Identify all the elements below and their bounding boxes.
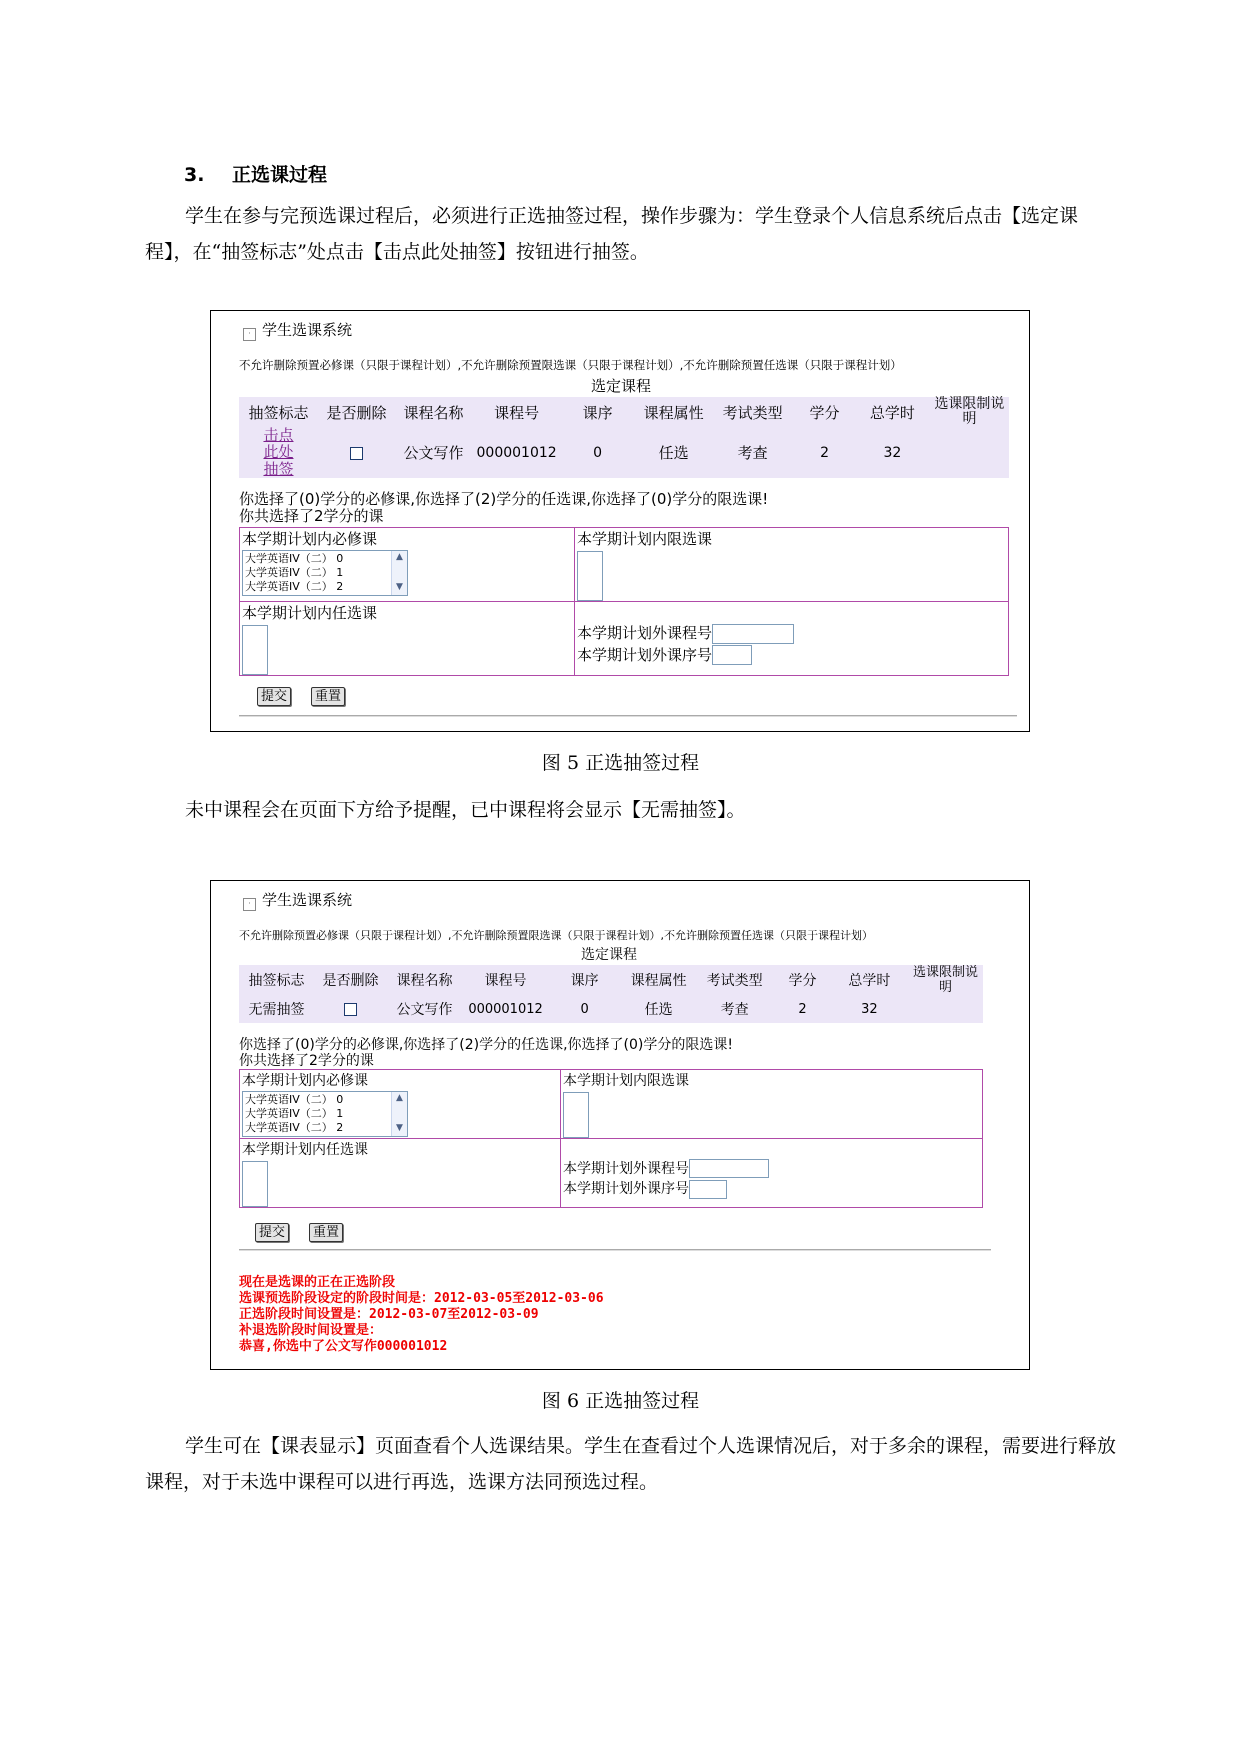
elective-label: 本学期计划内任选课 bbox=[242, 1142, 368, 1158]
elective-cell bbox=[240, 1139, 561, 1208]
outside-course-no-input[interactable] bbox=[712, 624, 794, 644]
header-exam: 考试类型 bbox=[722, 403, 783, 422]
header-course-no: 课程号 bbox=[484, 973, 527, 989]
draw-lottery-link[interactable]: 击点此处抽签 bbox=[263, 426, 294, 478]
course-selection-form bbox=[239, 1069, 983, 1208]
divider bbox=[239, 715, 1017, 717]
required-cell bbox=[240, 528, 575, 602]
system-title-row bbox=[243, 889, 352, 911]
required-course-list[interactable] bbox=[242, 550, 408, 596]
header-limit: 选课限制说明 bbox=[912, 965, 978, 995]
elective-label: 本学期计划内任选课 bbox=[242, 604, 378, 622]
outside-seq-row bbox=[563, 1178, 980, 1199]
required-course-list[interactable] bbox=[242, 1091, 408, 1137]
system-title: 学生选课系统 bbox=[262, 321, 353, 339]
limit-cell bbox=[928, 427, 1009, 478]
limited-course-list[interactable] bbox=[563, 1092, 589, 1138]
limit-cell bbox=[906, 995, 983, 1023]
header-limit: 选课限制说明 bbox=[934, 396, 1005, 427]
reset-button[interactable]: 重置 bbox=[309, 1223, 343, 1242]
hours-cell: 32 bbox=[861, 1001, 878, 1017]
credit-summary bbox=[239, 1037, 733, 1069]
course-no-cell: 000001012 bbox=[468, 1001, 543, 1017]
submit-button[interactable]: 提交 bbox=[257, 687, 291, 706]
outside-no-row bbox=[563, 1158, 980, 1179]
exam-cell: 考查 bbox=[737, 444, 768, 462]
limited-cell bbox=[575, 528, 1009, 602]
scroll-up-icon[interactable]: ▲ bbox=[396, 1093, 403, 1103]
delete-checkbox[interactable] bbox=[350, 447, 363, 460]
credit-cell: 2 bbox=[820, 444, 830, 461]
draw-flag-cell bbox=[239, 427, 318, 478]
table-header-row bbox=[239, 397, 1009, 427]
notice-line: 恭喜,你选中了公文写作000001012 bbox=[239, 1339, 448, 1354]
header-draw-flag: 抽签标志 bbox=[248, 403, 309, 422]
header-hours: 总学时 bbox=[869, 403, 915, 422]
figure-6-screenshot bbox=[210, 880, 1030, 1370]
outside-plan-cell bbox=[575, 602, 1009, 676]
list-item[interactable]: 大学英语IV（二） 0 bbox=[245, 1093, 344, 1106]
outside-course-no-input[interactable] bbox=[689, 1159, 769, 1178]
section-heading bbox=[184, 160, 327, 187]
paragraph-1: 学生在参与完预选课过程后，必须进行正选抽签过程，操作步骤为：学生登录个人信息系统后点击【选定课程】，在“抽签标志”处点击【击点此处抽签】按钮进行抽签。 bbox=[145, 205, 1079, 263]
list-item[interactable]: 大学英语IV（二） 2 bbox=[245, 1121, 344, 1134]
outside-seq-label: 本学期计划外课序号 bbox=[577, 645, 713, 664]
header-course-name: 课程名称 bbox=[403, 403, 464, 422]
draw-flag-cell: 无需抽签 bbox=[248, 1002, 305, 1018]
list-item[interactable]: 大学英语IV（二） 2 bbox=[245, 580, 344, 593]
limited-cell bbox=[561, 1070, 983, 1139]
section-title: 正选课过程 bbox=[232, 164, 328, 186]
required-label: 本学期计划内必修课 bbox=[242, 1073, 368, 1089]
attr-cell: 任选 bbox=[658, 444, 689, 462]
figure-5-caption: 图 5 正选抽签过程 bbox=[541, 752, 700, 774]
limited-label: 本学期计划内限选课 bbox=[577, 530, 713, 548]
table-row bbox=[239, 995, 983, 1023]
list-scrollbar[interactable] bbox=[391, 551, 407, 595]
header-hours: 总学时 bbox=[848, 973, 891, 989]
figure-6-caption: 图 6 正选抽签过程 bbox=[541, 1390, 700, 1412]
table-header-row bbox=[239, 965, 983, 995]
phase-notice-list bbox=[239, 1275, 604, 1355]
outside-seq-label: 本学期计划外课序号 bbox=[563, 1181, 689, 1197]
exam-cell: 考查 bbox=[720, 1002, 749, 1018]
attr-cell: 任选 bbox=[644, 1002, 673, 1018]
list-scrollbar[interactable] bbox=[391, 1092, 407, 1136]
divider bbox=[239, 1249, 991, 1251]
course-name-cell: 公文写作 bbox=[403, 444, 464, 462]
outside-course-seq-input[interactable] bbox=[712, 645, 752, 665]
elective-course-list[interactable] bbox=[242, 625, 268, 675]
course-name-cell: 公文写作 bbox=[396, 1002, 453, 1018]
seq-cell: 0 bbox=[580, 1001, 589, 1017]
outside-seq-row bbox=[577, 644, 1006, 666]
frame-icon: · bbox=[243, 328, 256, 341]
selected-courses-title: 选定课程 bbox=[581, 947, 637, 963]
course-selection-form bbox=[239, 527, 1009, 676]
scroll-down-icon[interactable]: ▼ bbox=[396, 1123, 403, 1133]
delete-warning: 不允许删除预置必修课（只限于课程计划）,不允许删除预置限选课（只限于课程计划）,不允许删除预置任选课（只限于课程计划） bbox=[239, 358, 902, 372]
required-cell bbox=[240, 1070, 561, 1139]
header-delete: 是否删除 bbox=[322, 973, 379, 989]
header-draw-flag: 抽签标志 bbox=[248, 973, 305, 989]
outside-plan-cell bbox=[561, 1139, 983, 1208]
selected-course-table bbox=[239, 965, 983, 1023]
notice-line: 补退选阶段时间设置是： bbox=[239, 1323, 383, 1338]
summary-line-2: 你共选择了2学分的课 bbox=[239, 507, 384, 525]
elective-course-list[interactable] bbox=[242, 1161, 268, 1207]
header-credit: 学分 bbox=[809, 403, 840, 422]
course-no-cell: 000001012 bbox=[476, 444, 557, 461]
seq-cell: 0 bbox=[593, 444, 603, 461]
selected-course-table bbox=[239, 397, 1009, 478]
header-course-no: 课程号 bbox=[494, 403, 540, 422]
list-item[interactable]: 大学英语IV（二） 0 bbox=[245, 552, 344, 565]
scroll-down-icon[interactable]: ▼ bbox=[396, 582, 403, 592]
header-seq: 课序 bbox=[570, 973, 599, 989]
limited-label: 本学期计划内限选课 bbox=[563, 1073, 689, 1089]
delete-warning: 不允许删除预置必修课（只限于课程计划）,不允许删除预置限选课（只限于课程计划）,不允许删除预置任选课（只限于课程计划） bbox=[239, 929, 873, 942]
header-seq: 课序 bbox=[582, 403, 613, 422]
limited-course-list[interactable] bbox=[577, 551, 603, 601]
section-number: 3. bbox=[184, 164, 205, 186]
header-attr: 课程属性 bbox=[630, 973, 687, 989]
credit-summary bbox=[239, 491, 768, 525]
notice-line: 正选阶段时间设置是：2012-03-07至2012-03-09 bbox=[239, 1307, 539, 1322]
frame-icon: · bbox=[243, 898, 256, 911]
outside-course-seq-input[interactable] bbox=[689, 1180, 727, 1199]
header-credit: 学分 bbox=[788, 973, 817, 989]
header-attr: 课程属性 bbox=[643, 403, 704, 422]
system-title-row bbox=[243, 319, 352, 341]
delete-cell bbox=[318, 427, 395, 478]
outside-no-label: 本学期计划外课程号 bbox=[563, 1160, 689, 1177]
summary-line-1: 你选择了(0)学分的必修课,你选择了(2)学分的任选课,你选择了(0)学分的限选课! bbox=[239, 1037, 734, 1053]
submit-button[interactable]: 提交 bbox=[255, 1223, 289, 1242]
table-row bbox=[239, 427, 1009, 478]
system-title: 学生选课系统 bbox=[262, 891, 353, 909]
credit-cell: 2 bbox=[798, 1001, 807, 1017]
outside-no-label: 本学期计划外课程号 bbox=[577, 624, 713, 642]
delete-checkbox[interactable] bbox=[344, 1003, 357, 1016]
outside-no-row bbox=[577, 622, 1006, 644]
list-item[interactable]: 大学英语IV（二） 1 bbox=[245, 566, 344, 579]
header-delete: 是否删除 bbox=[326, 403, 387, 422]
required-label: 本学期计划内必修课 bbox=[242, 530, 378, 548]
paragraph-2: 未中课程会在页面下方给予提醒，已中课程将会显示【无需抽签】。 bbox=[185, 799, 746, 821]
delete-cell bbox=[314, 995, 387, 1023]
notice-line: 选课预选阶段设定的阶段时间是：2012-03-05至2012-03-06 bbox=[239, 1291, 604, 1306]
header-exam: 考试类型 bbox=[706, 973, 763, 989]
figure-5-screenshot bbox=[210, 310, 1030, 732]
notice-line: 现在是选课的正在正选阶段 bbox=[239, 1275, 396, 1290]
header-course-name: 课程名称 bbox=[396, 973, 453, 989]
reset-button[interactable]: 重置 bbox=[311, 687, 345, 706]
hours-cell: 32 bbox=[883, 444, 902, 461]
selected-courses-title: 选定课程 bbox=[591, 377, 652, 395]
summary-line-1: 你选择了(0)学分的必修课,你选择了(2)学分的任选课,你选择了(0)学分的限选课! bbox=[239, 490, 769, 508]
list-item[interactable]: 大学英语IV（二） 1 bbox=[245, 1107, 344, 1120]
paragraph-3: 学生可在【课表显示】页面查看个人选课结果。学生在查看过个人选课情况后，对于多余的课程，需要进行释放课程，对于未选中课程可以进行再选，选课方法同预选过程。 bbox=[145, 1435, 1117, 1493]
elective-cell bbox=[240, 602, 575, 676]
summary-line-2: 你共选择了2学分的课 bbox=[239, 1053, 374, 1069]
scroll-up-icon[interactable]: ▲ bbox=[396, 552, 403, 562]
